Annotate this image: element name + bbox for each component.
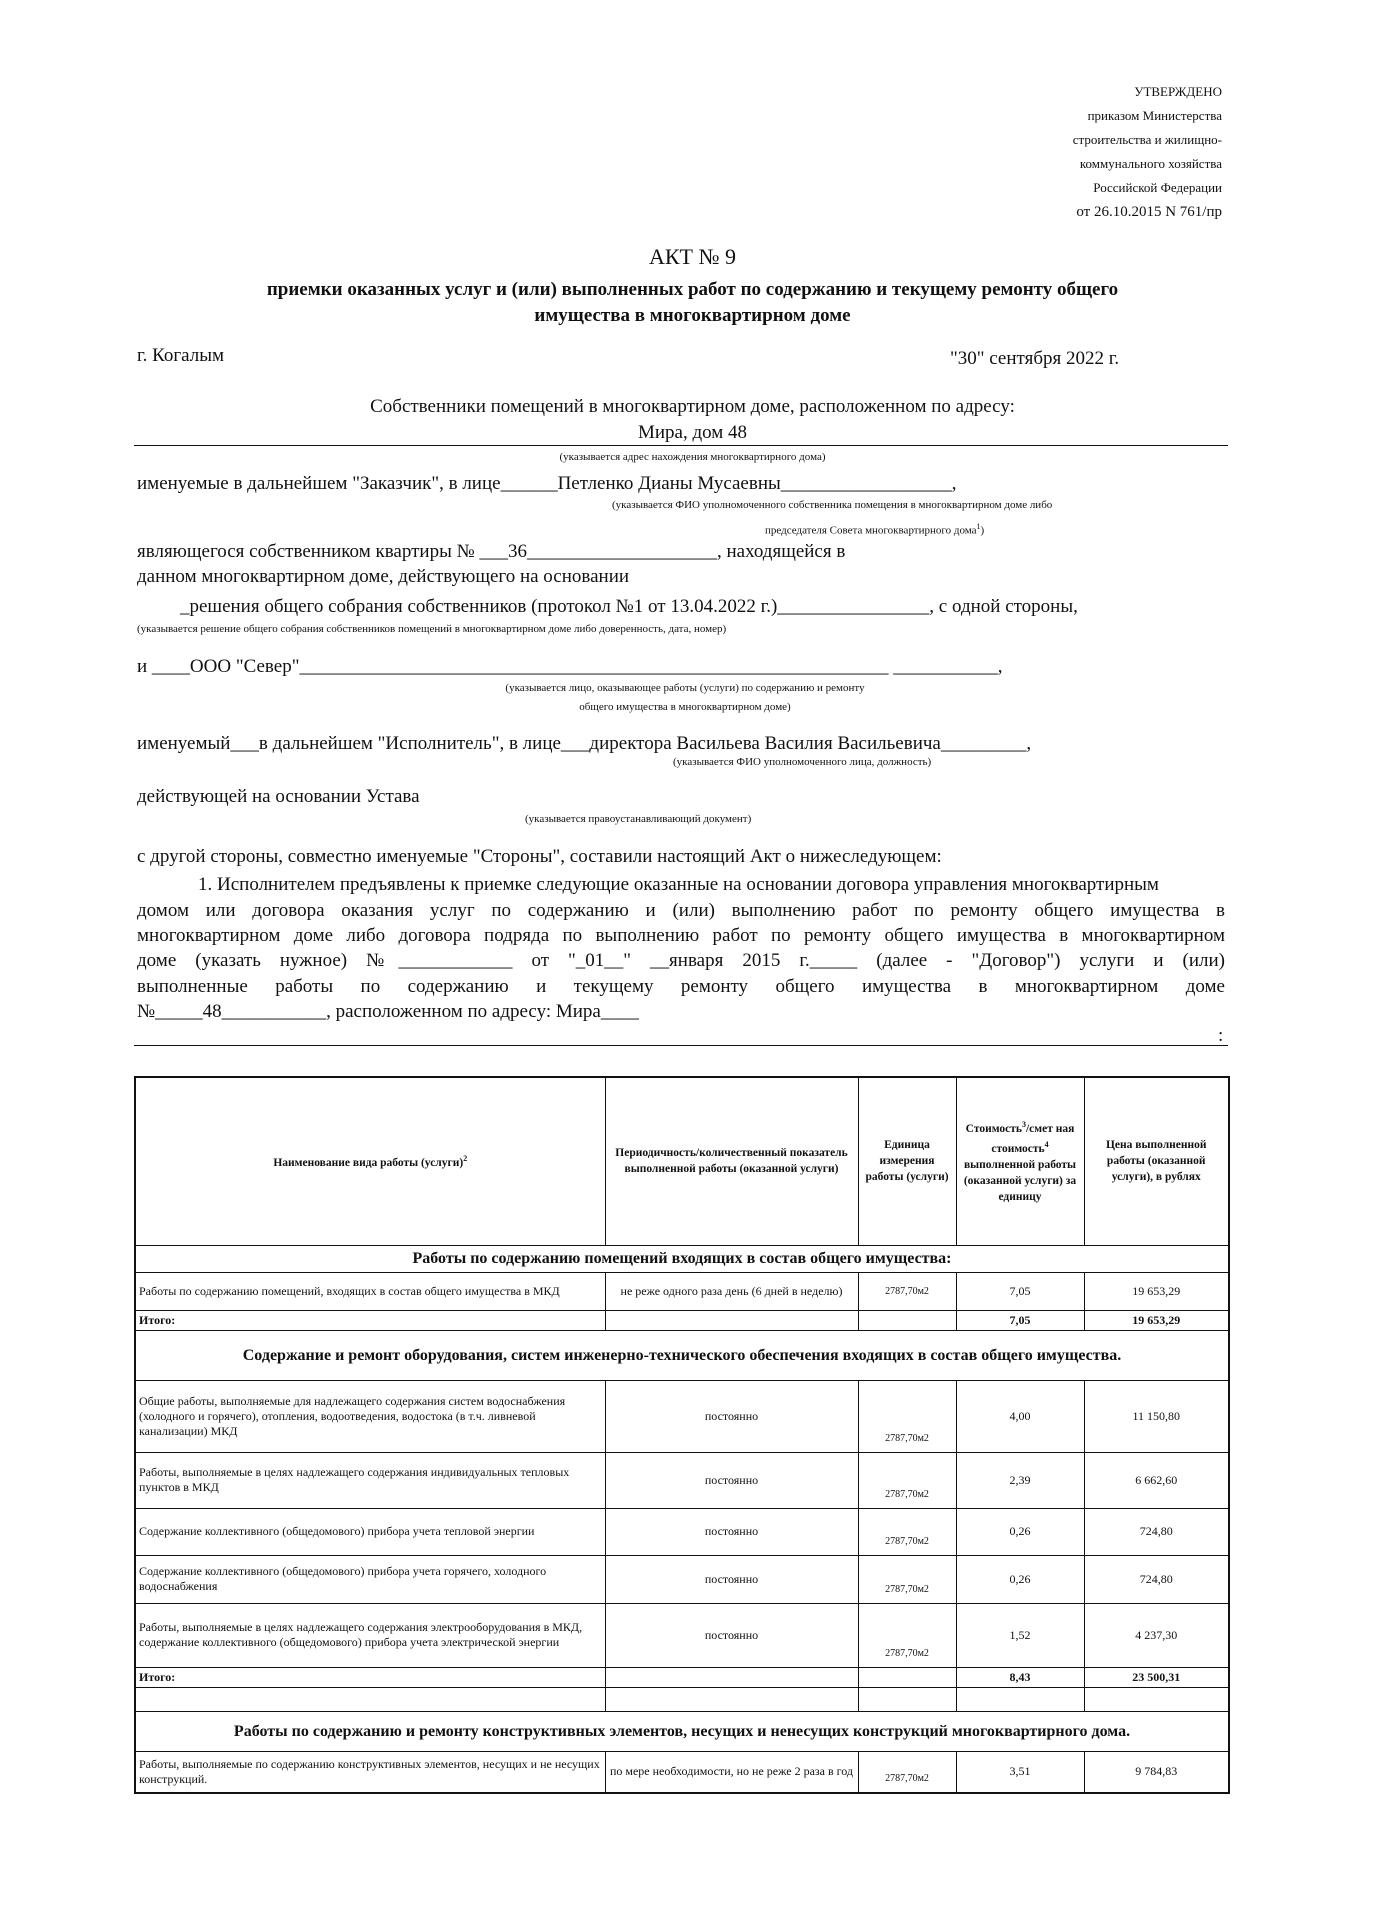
cell-cost: 7,05 xyxy=(956,1272,1084,1310)
cell-period: не реже одного раза день (6 дней в неделю) xyxy=(605,1272,858,1310)
address-hint: (указывается адрес нахождения многоквартирного дома) xyxy=(559,451,826,463)
cell-price: 9 784,83 xyxy=(1084,1751,1229,1793)
cell-name: Содержание коллективного (общедомового) прибора учета горячего, холодного водоснабжения xyxy=(135,1555,605,1603)
paragraph-colon: : xyxy=(1218,1025,1224,1046)
paragraph-line: №_____48___________, расположенном по адресу: Мира____ xyxy=(137,1001,639,1022)
table-row xyxy=(135,1751,1229,1793)
cell-period: постоянно xyxy=(605,1452,858,1508)
cell-name: Работы, выполняемые в целях надлежащего содержания электрооборудования в МКД, содержание коллективного (общедомового) прибора учета электрической энергии xyxy=(135,1603,605,1667)
executor-line: именуемый___в дальнейшем "Исполнитель", в лице___директора Васильева Василия Васильевича_________, xyxy=(137,733,1032,754)
total-price: 23 500,31 xyxy=(1084,1667,1229,1687)
total-cost: 7,05 xyxy=(956,1310,1084,1330)
works-table xyxy=(134,1076,1230,1794)
cell-cost: 0,26 xyxy=(956,1555,1084,1603)
header-cost: Стоимость$^3$/смет ная стоимость$^4$ выполненной работы (оказанной услуги) за единицу xyxy=(956,1077,1084,1245)
customer-hint: председателя Совета многоквартирного дома$^1$) xyxy=(765,522,985,537)
act-title-line1: приемки оказанных услуг и (или) выполненных работ по содержанию и текущему ремонту общего xyxy=(266,279,1119,300)
customer-hint: (указывается ФИО уполномоченного собственника помещения в многоквартирном доме либо xyxy=(612,499,1053,511)
approval-line: от 26.10.2015 N 761/пр xyxy=(1076,204,1222,220)
header-unit: Единица измерения работы (услуги) xyxy=(858,1077,956,1245)
approval-line: строительства и жилищно- xyxy=(1072,132,1222,147)
cell-cost: 1,52 xyxy=(956,1603,1084,1667)
owner-line: являющегося собственником квартиры № ___36____________________, находящейся в xyxy=(137,541,846,562)
header-name: Наименование вида работы (услуги)$^2$ xyxy=(135,1077,605,1245)
paragraph-line: многоквартирном доме либо договора подряда по выполнению работ по ремонту общего имущества в многоквартирном xyxy=(137,925,1225,946)
address: Мира, дом 48 xyxy=(637,422,748,443)
cell-period: постоянно xyxy=(605,1603,858,1667)
section-row xyxy=(135,1330,1229,1380)
contractor-hint: общего имущества в многоквартирном доме) xyxy=(579,701,791,713)
section-title: Содержание и ремонт оборудования, систем инженерно-технического обеспечения входящих в состав общего имущества. xyxy=(135,1330,1229,1380)
spacer-row xyxy=(135,1687,1229,1711)
cell-price: 19 653,29 xyxy=(1084,1272,1229,1310)
table-row xyxy=(135,1508,1229,1555)
header-period: Периодичность/количественный показатель выполненной работы (оказанной услуги) xyxy=(605,1077,858,1245)
cell-price: 4 237,30 xyxy=(1084,1603,1229,1667)
cell-cost: 3,51 xyxy=(956,1751,1084,1793)
cell-unit: 2787,70м2 xyxy=(858,1555,956,1603)
customer-line: именуемые в дальнейшем "Заказчик", в лице______Петленко Дианы Мусаевны__________________, xyxy=(137,473,957,494)
cell-name: Работы, выполняемые по содержанию конструктивных элементов, несущих и не несущих конструкций. xyxy=(135,1751,605,1793)
cell-price: 6 662,60 xyxy=(1084,1452,1229,1508)
cell-cost: 2,39 xyxy=(956,1452,1084,1508)
total-row xyxy=(135,1667,1229,1687)
paragraph-line: 1. Исполнителем предъявлены к приемке следующие оказанные на основании договора управления многоквартирным xyxy=(198,874,1159,895)
table-row xyxy=(135,1555,1229,1603)
total-cost: 8,43 xyxy=(956,1667,1084,1687)
section-row xyxy=(135,1711,1229,1751)
executor-hint: (указывается ФИО уполномоченного лица, должность) xyxy=(673,756,932,768)
cell-cost: 0,26 xyxy=(956,1508,1084,1555)
approval-line: Российской Федерации xyxy=(1093,180,1222,195)
cell-name: Содержание коллективного (общедомового) прибора учета тепловой энергии xyxy=(135,1508,605,1555)
total-row xyxy=(135,1310,1229,1330)
total-label: Итого: xyxy=(135,1667,605,1687)
table-row xyxy=(135,1603,1229,1667)
cell-unit: 2787,70м2 xyxy=(858,1452,956,1508)
cell-unit: 2787,70м2 xyxy=(858,1380,956,1452)
cell-period: постоянно xyxy=(605,1508,858,1555)
approval-line: приказом Министерства xyxy=(1087,108,1222,123)
decision-hint: (указывается решение общего собрания собственников помещений в многоквартирном доме либо доверенность, дата, номер) xyxy=(137,623,727,635)
cell-unit: 2787,70м2 xyxy=(858,1508,956,1555)
approval-line: УТВЕРЖДЕНО xyxy=(1134,84,1222,99)
cell-unit: 2787,70м2 xyxy=(858,1751,956,1793)
contractor-hint: (указывается лицо, оказывающее работы (услуги) по содержанию и ремонту xyxy=(505,682,865,694)
section-row xyxy=(135,1245,1229,1272)
paragraph-line: выполненные работы по содержанию и текущему ремонту общего имущества в многоквартирном доме xyxy=(137,976,1225,997)
act-title-line2: имущества в многоквартирном доме xyxy=(534,305,851,326)
cell-period: постоянно xyxy=(605,1555,858,1603)
table-row xyxy=(135,1380,1229,1452)
cell-price: 724,80 xyxy=(1084,1555,1229,1603)
cell-name: Работы, выполняемые в целях надлежащего содержания индивидуальных тепловых пунктов в МКД xyxy=(135,1452,605,1508)
city: г. Когалым xyxy=(137,345,225,366)
section-title: Работы по содержанию и ремонту конструктивных элементов, несущих и ненесущих конструкций многоквартирного дома. xyxy=(135,1711,1229,1751)
approval-stamp xyxy=(1073,80,1222,224)
cell-name: Работы по содержанию помещений, входящих в состав общего имущества в МКД xyxy=(135,1272,605,1310)
table-header-row xyxy=(135,1077,1229,1245)
paragraph-line: домом или договора оказания услуг по содержанию и (или) выполнению работ по ремонту общего имущества в xyxy=(137,900,1225,921)
parties-line: с другой стороны, совместно именуемые "Стороны", составили настоящий Акт о нижеследующем: xyxy=(137,846,942,867)
cell-name: Общие работы, выполняемые для надлежащего содержания систем водоснабжения (холодного и горячего), отопления, водоотведения, водостока (в т.ч. ливневой канализации) МКД xyxy=(135,1380,605,1452)
owners-line: Собственники помещений в многоквартирном доме, расположенном по адресу: xyxy=(370,396,1015,417)
total-label: Итого: xyxy=(135,1310,605,1330)
decision-line: _решения общего собрания собственников (протокол №1 от 13.04.2022 г.)________________, с одной стороны, xyxy=(180,596,1078,617)
table-row xyxy=(135,1272,1229,1310)
header-price: Цена выполненной работы (оказанной услуги), в рублях xyxy=(1084,1077,1229,1245)
contractor-line: и ____ООО "Север"______________________________________________________________ ___________, xyxy=(137,656,1003,677)
total-price: 19 653,29 xyxy=(1084,1310,1229,1330)
charter-line: действующей на основании Устава xyxy=(137,786,420,807)
cell-period: по мере необходимости, но не реже 2 раза в год xyxy=(605,1751,858,1793)
table-row xyxy=(135,1452,1229,1508)
cell-cost: 4,00 xyxy=(956,1380,1084,1452)
cell-unit: 2787,70м2 xyxy=(858,1603,956,1667)
basis-line: данном многоквартирном доме, действующего на основании xyxy=(137,566,630,587)
paragraph-underline xyxy=(134,1045,1228,1046)
cell-period: постоянно xyxy=(605,1380,858,1452)
cell-price: 11 150,80 xyxy=(1084,1380,1229,1452)
charter-hint: (указывается правоустанавливающий документ) xyxy=(525,813,752,825)
section-title: Работы по содержанию помещений входящих в состав общего имущества: xyxy=(135,1245,1229,1272)
approval-line: коммунального хозяйства xyxy=(1079,156,1222,171)
act-number: АКТ № 9 xyxy=(649,244,736,269)
paragraph-line: доме (указать нужное) №____________ от "_01__" __января 2015 г._____ (далее - "Договор") услуги и (или) xyxy=(137,950,1225,971)
cell-unit: 2787,70м2 xyxy=(858,1272,956,1310)
act-date: "30" сентября 2022 г. xyxy=(950,348,1120,369)
address-underline xyxy=(134,445,1228,446)
cell-price: 724,80 xyxy=(1084,1508,1229,1555)
